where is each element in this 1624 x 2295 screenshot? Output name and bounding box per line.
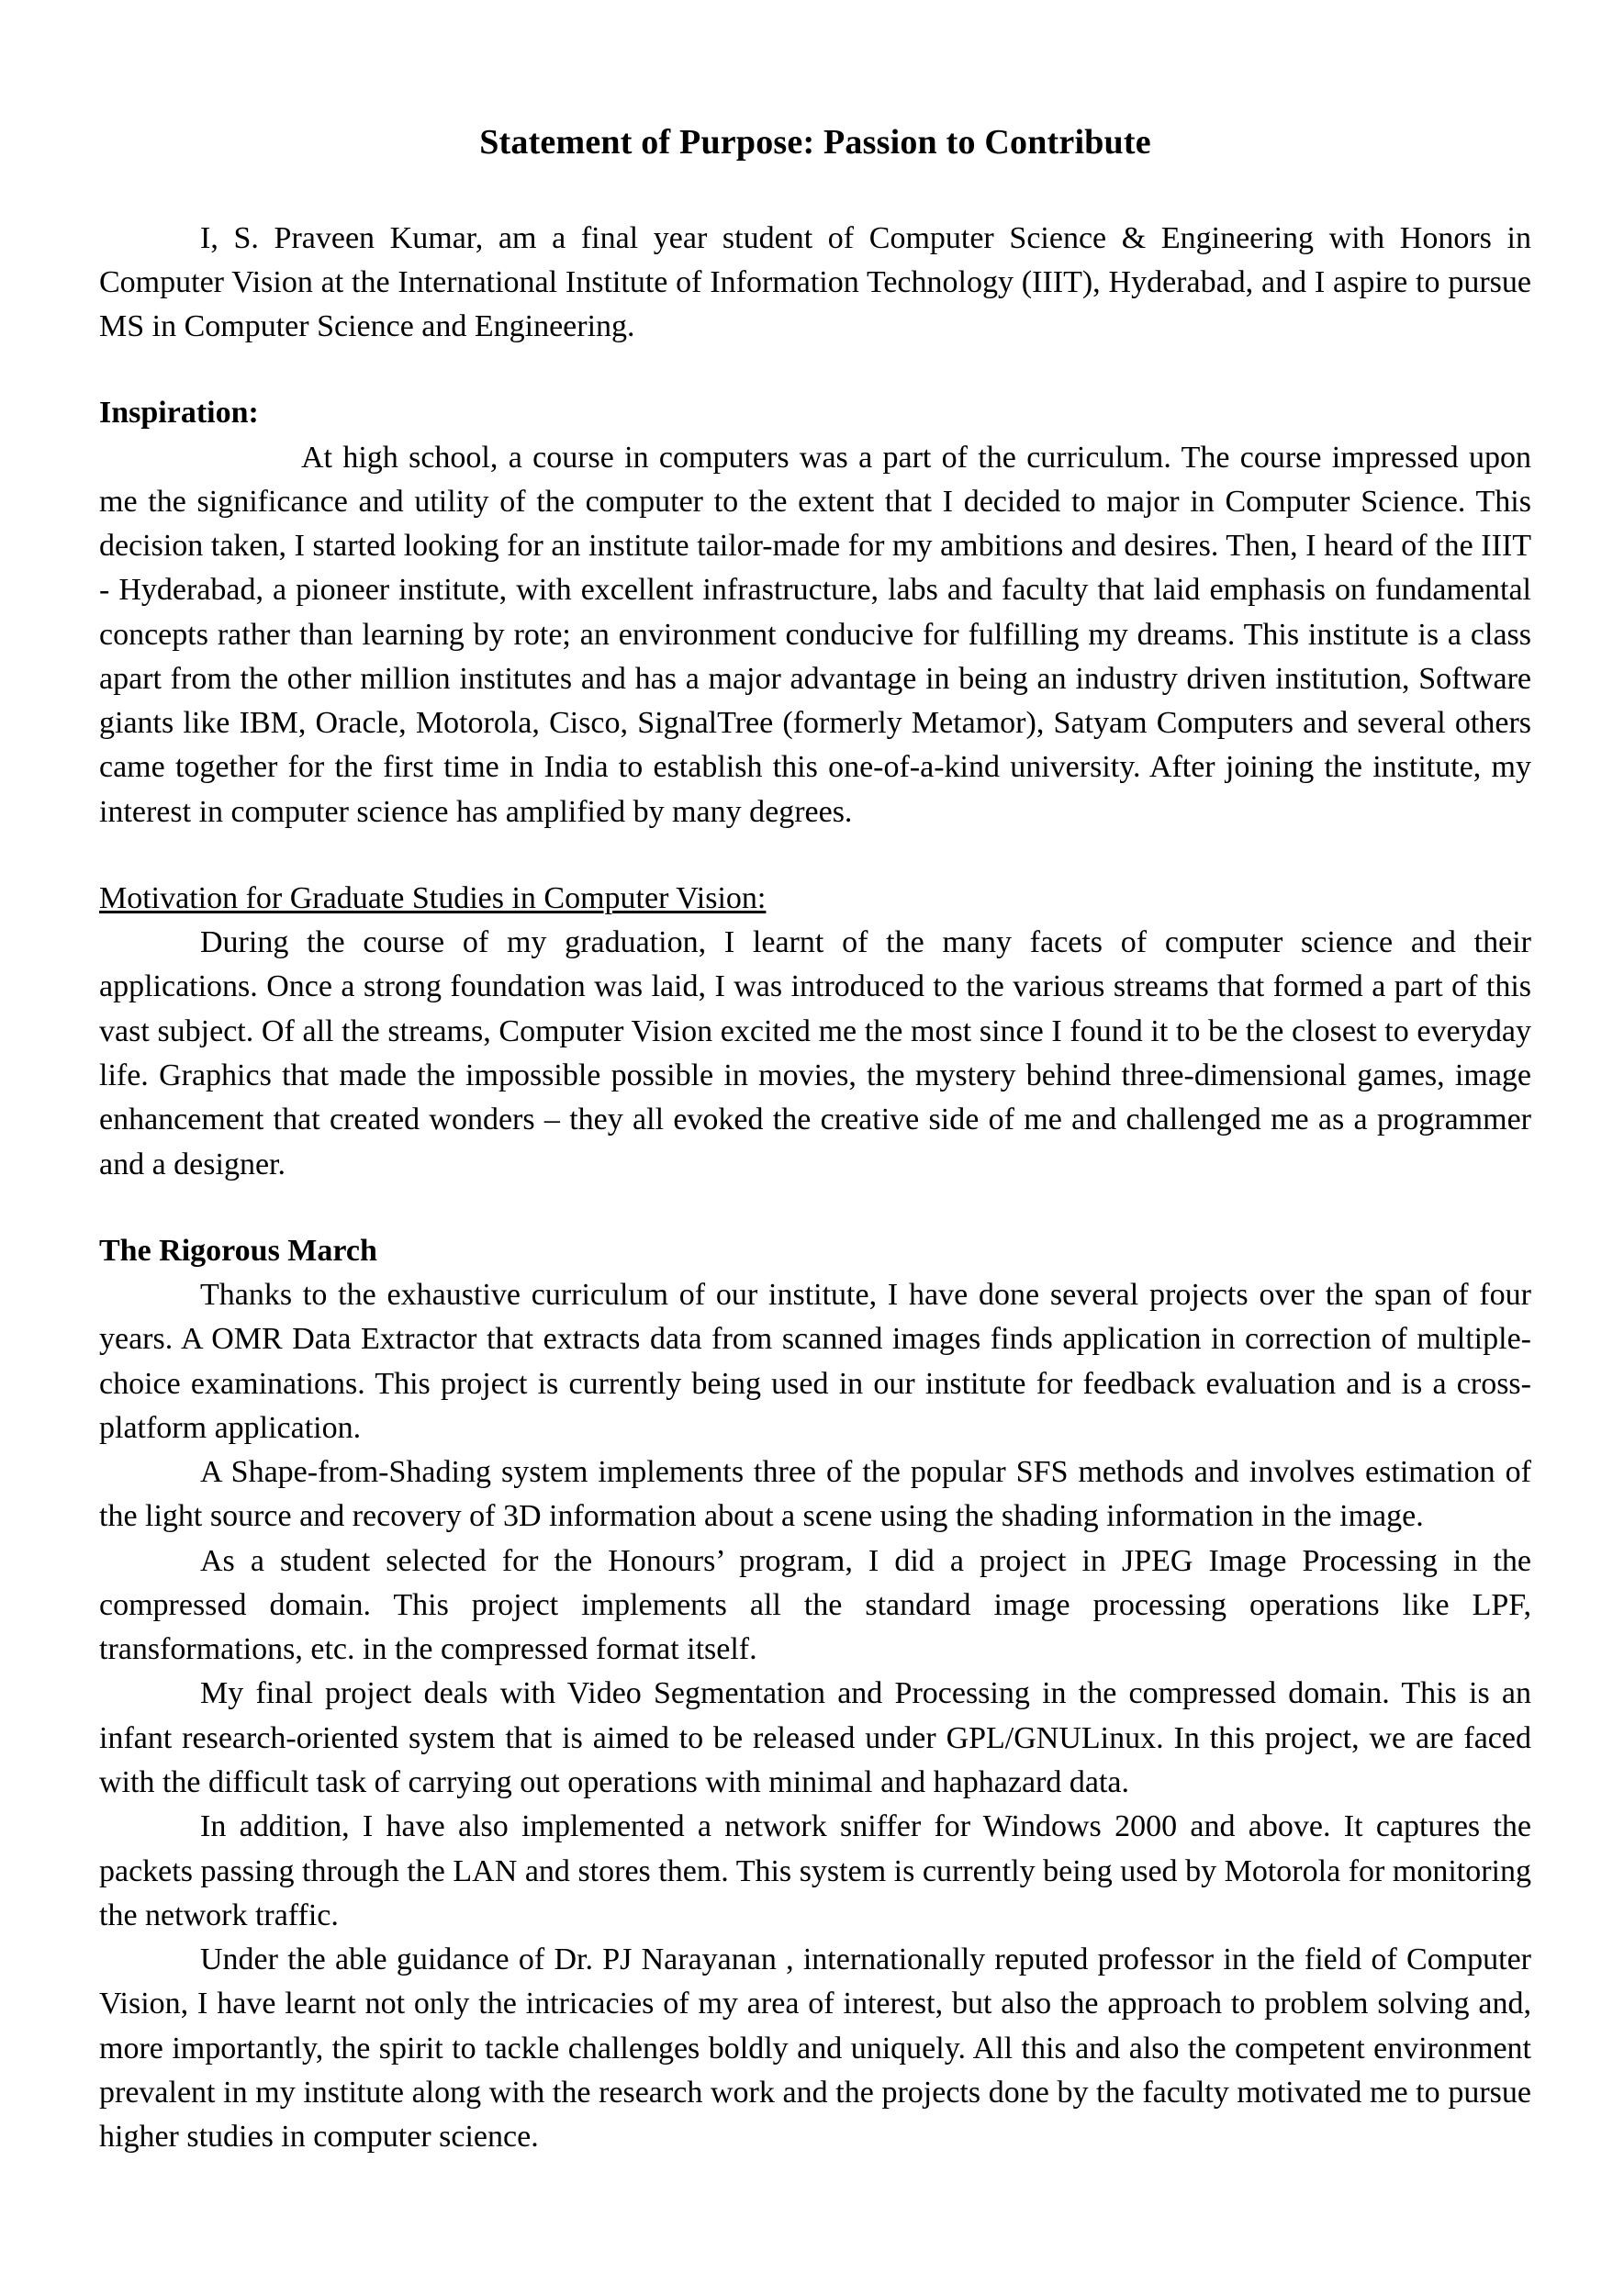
section-heading-motivation: Motivation for Graduate Studies in Computer Vision:: [99, 880, 767, 915]
section-paragraph-rigorous-march-2: A Shape-from-Shading system implements three of the popular SFS methods and involves estimation of the light source and recovery of 3D information about a scene using the shading information in the image.: [99, 1455, 1531, 1534]
section-paragraph-inspiration-1: At high school, a course in computers was a part of the curriculum. The course impressed upon me the significance and utility of the computer to the extent that I decided to major in Computer Science. This decision taken, I started looking for an institute tailor-made for my ambitions and desires. Then, I heard of the IIIT - Hyderabad, a pioneer institute, with excellent infrastructure, labs and faculty that laid emphasis on fundamental concepts rather than learning by rote; an environment conducive for fulfilling my dreams. This institute is a class apart from the other million institutes and has a major advantage in being an industry driven institution, Software giants like IBM, Oracle, Motorola, Cisco, SignalTree (formerly Metamor), Satyam Computers and several others came together for the first time in India to establish this one-of-a-kind university. After joining the institute, my interest in computer science has amplified by many degrees.: [99, 440, 1531, 829]
page-title: Statement of Purpose: Passion to Contribute: [479, 123, 1151, 162]
intro-paragraph: I, S. Praveen Kumar, am a final year student of Computer Science & Engineering with Honors in Computer Vision at the International Institute of Information Technology (IIIT), Hyderabad, and I aspire to pursue MS in Computer Science and Engineering.: [99, 220, 1531, 344]
section-paragraph-motivation-1: During the course of my graduation, I learnt of the many facets of computer science and their applications. Once a strong foundation was laid, I was introduced to the various streams that formed a part of this vast subject. Of all the streams, Computer Vision excited me the most since I found it to be the closest to everyday life. Graphics that made the impossible possible in movies, the mystery behind three-dimensional games, image enhancement that created wonders – they all evoked the creative side of me and challenged me as a programmer and a designer.: [99, 925, 1531, 1181]
document-body: [99, 121, 1531, 2159]
section-heading-rigorous-march: The Rigorous March: [99, 1233, 377, 1268]
section-motivation: [99, 877, 1531, 1187]
section-paragraph-rigorous-march-1: Thanks to the exhaustive curriculum of our institute, I have done several projects over the span of four years. A OMR Data Extractor that extracts data from scanned images finds application in correction of multiple-choice examinations. This project is currently being used in our institute for feedback evaluation and is a cross-platform application.: [99, 1278, 1531, 1445]
section-inspiration: [99, 391, 1531, 834]
section-paragraph-rigorous-march-4: My final project deals with Video Segmentation and Processing in the compressed domain. This is an infant research-oriented system that is aimed to be released under GPL/GNULinux. In this project, we are faced with the difficult task of carrying out operations with minimal and haphazard data.: [99, 1676, 1531, 1799]
section-paragraph-rigorous-march-5: In addition, I have also implemented a network sniffer for Windows 2000 and above. It captures the packets passing through the LAN and stores them. This system is currently being used by Motorola for monitoring the network traffic.: [99, 1809, 1531, 1932]
section-rigorous-march: [99, 1229, 1531, 2160]
section-heading-inspiration: Inspiration:: [99, 396, 259, 431]
section-paragraph-rigorous-march-6: Under the able guidance of Dr. PJ Narayanan , internationally reputed professor in the field of Computer Vision, I have learnt not only the intricacies of my area of interest, but also the approach to problem solving and, more importantly, the spirit to tackle challenges boldly and uniquely. All this and also the competent environment prevalent in my institute along with the research work and the projects done by the faculty motivated me to pursue higher studies in computer science.: [99, 1942, 1531, 2155]
section-paragraph-rigorous-march-3: As a student selected for the Honours’ program, I did a project in JPEG Image Processing in the compressed domain. This project implements all the standard image processing operations like LPF, transformations, etc. in the compressed format itself.: [99, 1543, 1531, 1667]
